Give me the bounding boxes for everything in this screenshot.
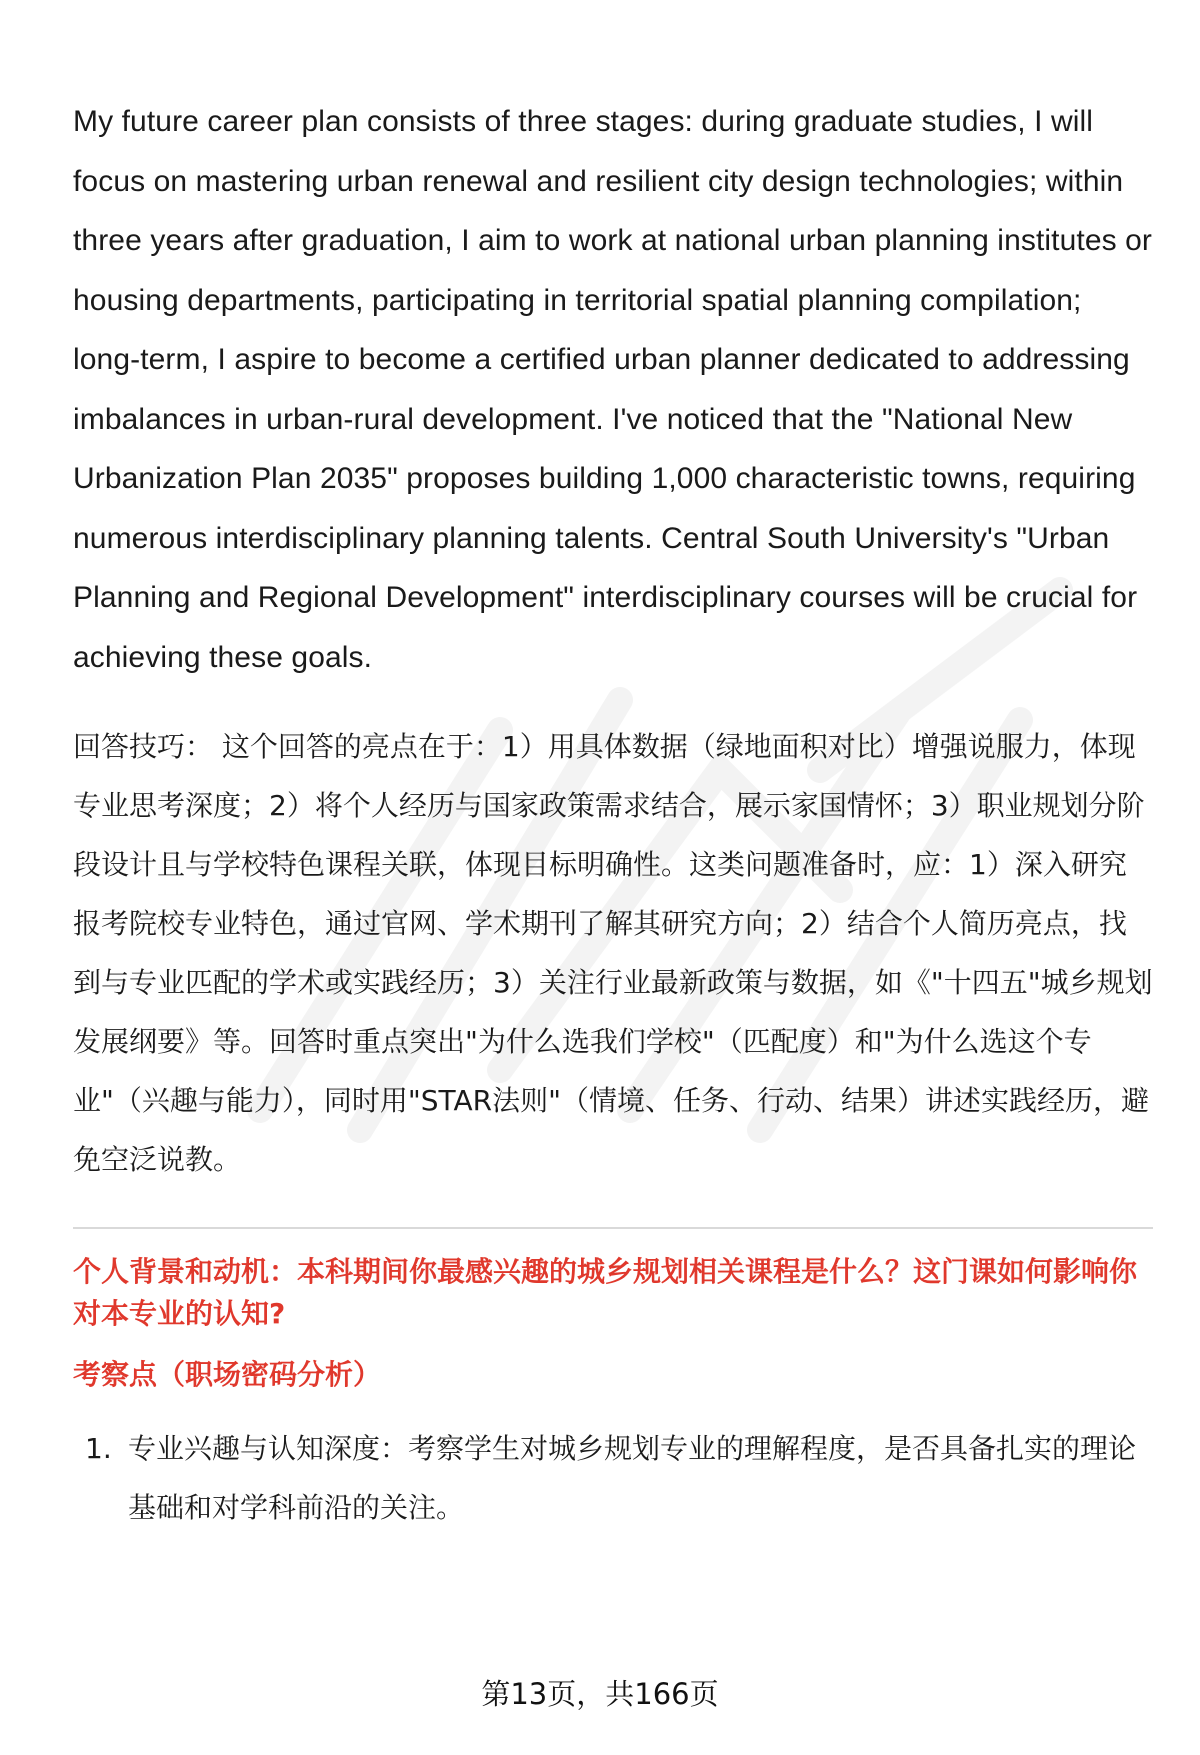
document-page	[73, 92, 1153, 1537]
assessment-subheading: 考察点（职场密码分析）	[73, 1358, 382, 1391]
page-number-footer: 第13页，共166页	[481, 1677, 719, 1711]
section-divider	[73, 1227, 1153, 1229]
answer-tips-paragraph: 回答技巧： 这个回答的亮点在于：1）用具体数据（绿地面积对比）增强说服力，体现专业思考深度；2）将个人经历与国家政策需求结合，展示家国情怀；3）职业规划分阶段设计且与学校特色课程关联，体现目标明确性。这类问题准备时，应：1）深入研究报考院校专业特色，通过官网、学术期刊了解其研究方向；2）结合个人简历亮点，找到与专业匹配的学术或实践经历；3）关注行业最新政策与数据，如《"十四五"城乡规划发展纲要》等。回答时重点突出"为什么选我们学校"（匹配度）和"为什么选这个专业"（兴趣与能力），同时用"STAR法则"（情境、任务、行动、结果）讲述实践经历，避免空泛说教。	[73, 730, 1153, 1176]
question-heading: 个人背景和动机：本科期间你最感兴趣的城乡规划相关课程是什么？这门课如何影响你对本专业的认知?	[73, 1255, 1138, 1330]
list-item-number: 1.	[85, 1432, 112, 1465]
assessment-points-list	[73, 1419, 1153, 1537]
list-item-text: 专业兴趣与认知深度：考察学生对城乡规划专业的理解程度，是否具备扎实的理论基础和对学科前沿的关注。	[128, 1432, 1137, 1524]
list-item	[73, 1419, 1153, 1537]
answer-paragraph: My future career plan consists of three stages: during graduate studies, I will focus on mastering urban renewal and resilient city design technologies; within three years after graduation, I aim to work at national urban planning institutes or housing departments, participating in territorial spatial planning compilation; long-term, I aspire to become a certified urban planner dedicated to addressing imbalances in urban-rural development. I've noticed that the "National New Urbanization Plan 2035" proposes building 1,000 characteristic towns, requiring numerous interdisciplinary planning talents. Central South University's "Urban Planning and Regional Development" interdisciplinary courses will be crucial for achieving these goals.	[73, 105, 1153, 674]
